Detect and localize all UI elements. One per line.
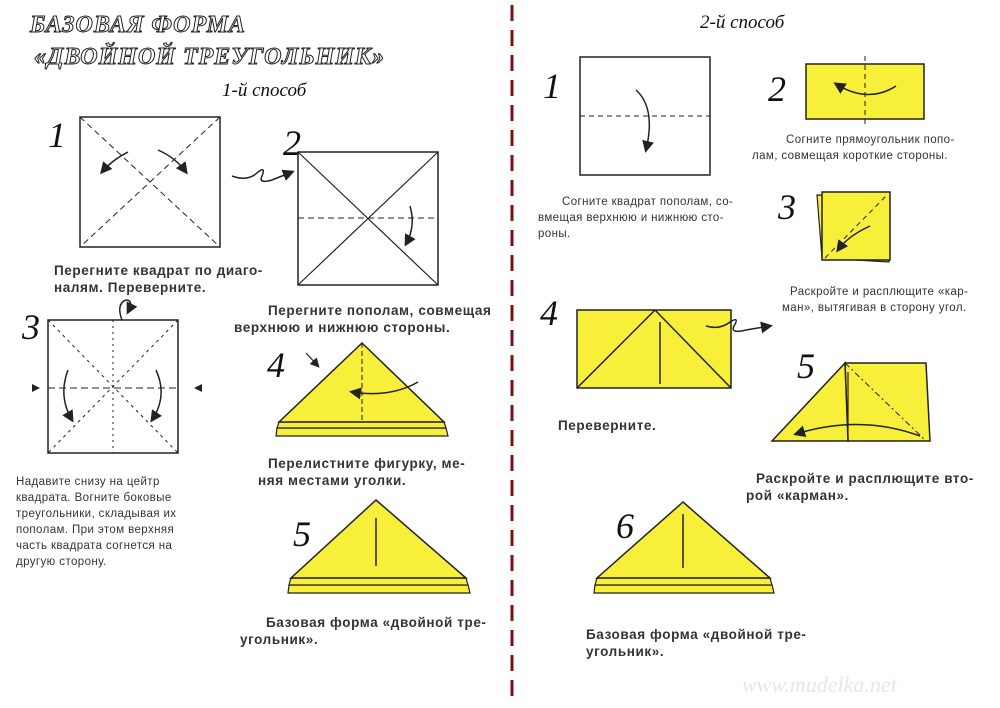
- m1-step1-caption: [48, 262, 298, 296]
- caption-line: рой «карман».: [746, 488, 849, 503]
- m1-step3-figure: [32, 300, 202, 453]
- caption-line: Базовая форма «двойной тре-: [266, 615, 487, 630]
- caption-line: Раскройте и расплющите «кар-: [790, 286, 969, 298]
- method1-label: 1-й способ: [222, 80, 307, 101]
- m1-step2-caption: [234, 302, 513, 336]
- watermark: www.mudelka.net: [742, 672, 897, 697]
- m2-step3-number: 3: [778, 187, 796, 227]
- caption-line: пополам. При этом верхняя: [16, 524, 175, 536]
- m1-step2-number: 2: [283, 123, 301, 163]
- m2-step4-number: 4: [540, 293, 558, 333]
- caption-line: няя местами уголки.: [258, 473, 407, 488]
- m1-step2-figure: [298, 152, 438, 285]
- caption-line: Согните прямоугольник попо-: [786, 134, 955, 146]
- m1-step4-figure: [276, 343, 448, 436]
- m2-step1-caption: [538, 194, 782, 242]
- caption-line: Переверните.: [558, 418, 657, 433]
- m1-step4-number: 4: [267, 345, 285, 385]
- caption-line: Раскройте и расплющите вто-: [756, 471, 974, 486]
- caption-line: вмещая верхнюю и нижнюю сто-: [538, 212, 724, 224]
- m1-step1-number: 1: [48, 115, 66, 155]
- method2-label: 2-й способ: [700, 12, 785, 33]
- m2-step3-figure: [817, 192, 890, 262]
- caption-line: ман», вытягивая в сторону угол.: [782, 302, 967, 314]
- m2-step5-figure: [772, 363, 930, 441]
- caption-line: верхнюю и нижнюю стороны.: [234, 320, 451, 335]
- m1-step3-caption: [16, 474, 236, 570]
- caption-line: часть квадрата согнется на: [16, 540, 173, 552]
- m2-step4-caption: [558, 417, 656, 434]
- caption-line: квадрата. Вогните боковые: [16, 492, 172, 504]
- caption-line: налям. Переверните.: [54, 280, 207, 295]
- caption-line: Надавите снизу на цейтр: [16, 476, 160, 488]
- m1-step5-number: 5: [293, 514, 311, 554]
- m2-step4-figure: [577, 310, 731, 388]
- title-line-2: «ДВОЙНОЙ ТРЕУГОЛЬНИК»: [34, 44, 386, 70]
- m2-step6-caption: [586, 626, 826, 660]
- m1-step5-figure: [288, 500, 470, 593]
- caption-line: Перегните квадрат по диаго-: [54, 263, 263, 278]
- m1-flip-arrow-1: [232, 170, 292, 182]
- caption-line: угольник».: [240, 632, 319, 647]
- caption-line: роны.: [538, 228, 571, 240]
- m2-step5-number: 5: [797, 346, 815, 386]
- caption-line: Согните квадрат пополам, со-: [562, 196, 734, 208]
- m2-step5-caption: [746, 470, 991, 504]
- caption-line: Перелистните фигурку, ме-: [268, 456, 466, 471]
- m1-step5-caption: [240, 614, 506, 648]
- m2-step1-number: 1: [543, 66, 561, 106]
- m2-step6-number: 6: [616, 506, 634, 546]
- caption-line: треугольники, складывая их: [16, 508, 177, 520]
- caption-line: Перегните пополам, совмещая: [268, 303, 492, 318]
- m2-step3-caption: [782, 284, 990, 316]
- m2-step2-figure: [806, 56, 924, 124]
- m1-step4-caption: [258, 455, 508, 489]
- m2-step1-figure: [580, 57, 710, 175]
- caption-line: угольник».: [586, 644, 665, 659]
- m2-step2-caption: [752, 132, 986, 164]
- title-line-1: БАЗОВАЯ ФОРМА: [30, 12, 246, 38]
- m1-step3-number: 3: [22, 307, 40, 347]
- caption-line: Базовая форма «двойной тре-: [586, 627, 807, 642]
- caption-line: другую сторону.: [16, 556, 107, 568]
- m2-step2-number: 2: [768, 69, 786, 109]
- m1-step1-figure: [80, 117, 220, 247]
- caption-line: лам, совмещая короткие стороны.: [752, 150, 948, 162]
